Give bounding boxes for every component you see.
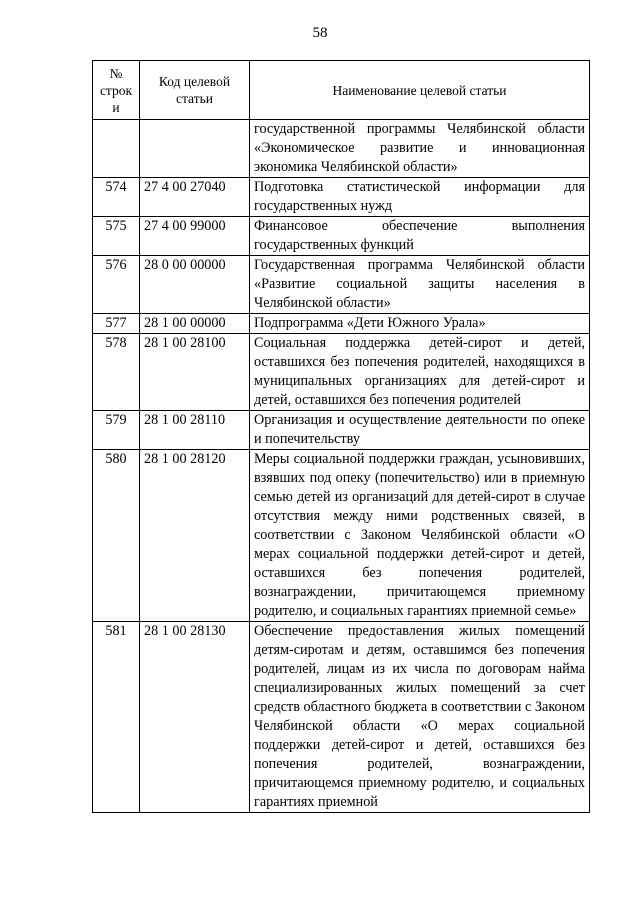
row-number-cell xyxy=(93,120,140,178)
page-number: 58 xyxy=(312,25,328,41)
header-code: Код целевой статьи xyxy=(140,61,250,120)
target-articles-table xyxy=(92,60,590,813)
code-cell: 28 1 00 28130 xyxy=(140,622,250,813)
table-row xyxy=(93,120,590,178)
row-number-cell: 577 xyxy=(93,314,140,334)
name-cell: Финансовое обеспечение выполнения государственных функций xyxy=(250,217,590,256)
name-cell: Государственная программа Челябинской области «Развитие социальной защиты населения в Челябинской области» xyxy=(250,256,590,314)
table-row xyxy=(93,256,590,314)
table-row xyxy=(93,411,590,450)
table-row xyxy=(93,217,590,256)
code-cell: 28 1 00 28120 xyxy=(140,450,250,622)
name-cell: Подготовка статистической информации для государственных нужд xyxy=(250,178,590,217)
code-cell: 28 1 00 00000 xyxy=(140,314,250,334)
name-cell: Социальная поддержка детей-сирот и детей, оставшихся без попечения родителей, находящихся в муниципальных организациях для детей-сирот и детей, оставшихся без попечения родителей xyxy=(250,334,590,411)
code-cell: 28 1 00 28110 xyxy=(140,411,250,450)
row-number-cell: 575 xyxy=(93,217,140,256)
name-cell: Организация и осуществление деятельности по опеке и попечительству xyxy=(250,411,590,450)
code-cell: 28 0 00 00000 xyxy=(140,256,250,314)
row-number-cell: 580 xyxy=(93,450,140,622)
code-cell: 28 1 00 28100 xyxy=(140,334,250,411)
row-number-cell: 576 xyxy=(93,256,140,314)
name-cell: Меры социальной поддержки граждан, усыновивших, взявших под опеку (попечительство) или в приемную семью детей из организаций для детей-сирот в случае отсутствия между ними родственных связей, в соответствии с Законом Челябинской области «О мерах социальной поддержки детей-сирот и детей, оставшихся без попечения родителей, вознаграждении, причитающемся приемному родителю, и социальных гарантиях приемной семье» xyxy=(250,450,590,622)
table-row xyxy=(93,314,590,334)
row-number-cell: 574 xyxy=(93,178,140,217)
header-row-number: № строк и xyxy=(93,61,140,120)
table-header-row xyxy=(93,61,590,120)
row-number-cell: 581 xyxy=(93,622,140,813)
name-cell: Подпрограмма «Дети Южного Урала» xyxy=(250,314,590,334)
table-row xyxy=(93,178,590,217)
table-row xyxy=(93,622,590,813)
code-cell: 27 4 00 27040 xyxy=(140,178,250,217)
name-cell: государственной программы Челябинской области «Экономическое развитие и инновационная экономика Челябинской области» xyxy=(250,120,590,178)
row-number-cell: 579 xyxy=(93,411,140,450)
header-name: Наименование целевой статьи xyxy=(250,61,590,120)
table-row xyxy=(93,334,590,411)
row-number-cell: 578 xyxy=(93,334,140,411)
table-row xyxy=(93,450,590,622)
name-cell: Обеспечение предоставления жилых помещений детям-сиротам и детям, оставшимся без попечения родителей, лицам из их числа по договорам найма специализированных жилых помещений за счет средств областного бюджета в соответствии с Законом Челябинской области «О мерах социальной поддержки детей-сирот и детей, оставшихся без попечения родителей, вознаграждении, причитающемся приемному родителю, и социальных гарантиях приемной xyxy=(250,622,590,813)
code-cell: 27 4 00 99000 xyxy=(140,217,250,256)
code-cell xyxy=(140,120,250,178)
table-body xyxy=(93,120,590,813)
